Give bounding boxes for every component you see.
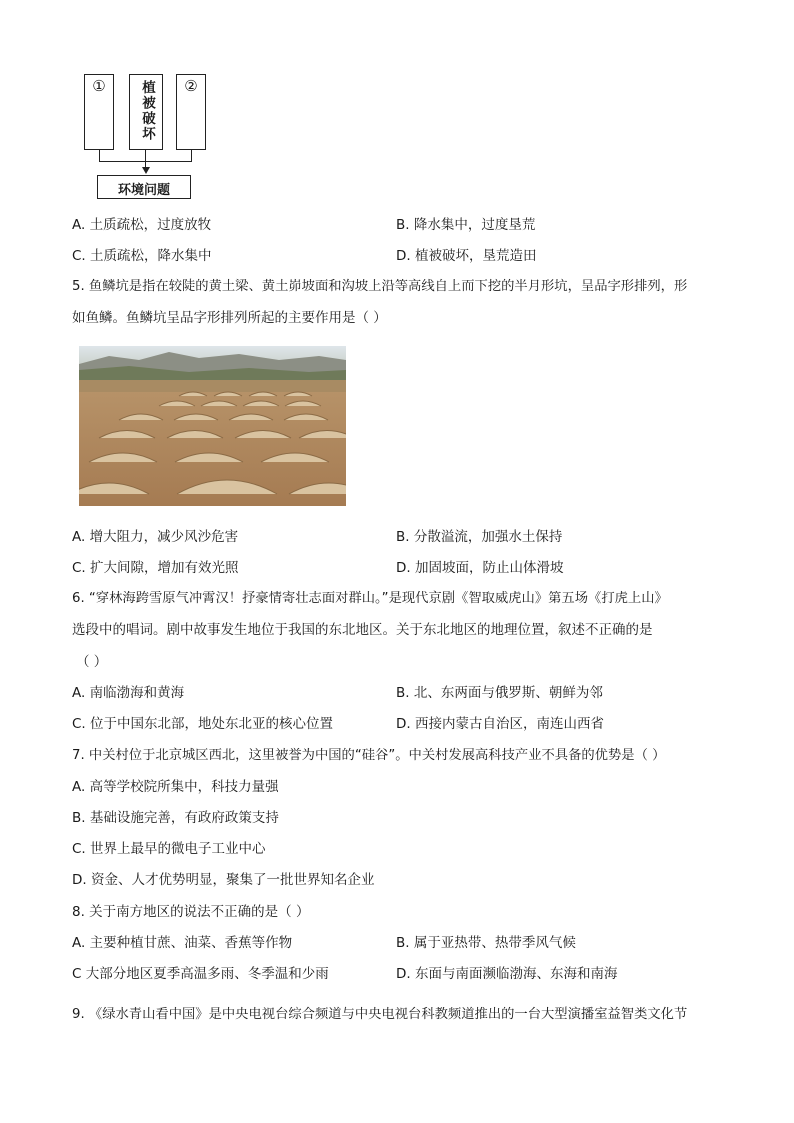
diagram-box-2 xyxy=(176,74,206,150)
arrow-down-icon xyxy=(142,167,150,174)
connector-down xyxy=(145,150,146,168)
diagram-result-box xyxy=(97,175,191,199)
q6-option-b: B. 北、东两面与俄罗斯、朝鲜为邻 xyxy=(396,685,603,701)
diagram-box-mid-label: 植被破坏 xyxy=(139,80,155,142)
q6-option-c: C. 位于中国东北部，地处东北亚的核心位置 xyxy=(72,716,334,732)
q7-option-b: B. 基础设施完善，有政府政策支持 xyxy=(72,810,279,826)
flow-diagram xyxy=(80,70,300,205)
diagram-result-label: 环境问题 xyxy=(117,183,170,198)
q6-option-a: A. 南临渤海和黄海 xyxy=(72,685,185,701)
q4-option-d: D. 植被破坏，垦荒造田 xyxy=(396,248,537,264)
q8-option-c: C 大部分地区夏季高温多雨、冬季温和少雨 xyxy=(72,966,329,982)
q6-stem-line-2: 选段中的唱词。剧中故事发生地位于我国的东北地区。关于东北地区的地理位置，叙述不正确的是 xyxy=(72,622,653,638)
q6-stem-line-3: （ ） xyxy=(76,654,108,670)
q5-stem-line-2: 如鱼鳞。鱼鳞坑呈品字形排列所起的主要作用是（ ） xyxy=(72,310,387,326)
q5-option-d: D. 加固坡面，防止山体滑坡 xyxy=(396,560,564,576)
q4-option-a: A. 土质疏松，过度放牧 xyxy=(72,217,212,233)
q5-option-a: A. 增大阻力，减少风沙危害 xyxy=(72,529,239,545)
q7-option-d: D. 资金、人才优势明显，聚集了一批世界知名企业 xyxy=(72,872,375,888)
q5-option-b: B. 分散溢流，加强水土保持 xyxy=(396,529,563,545)
q6-stem-line-1: 6. “穿林海跨雪原气冲霄汉！抒豪情寄壮志面对群山。”是现代京剧《智取威虎山》第五场《打虎上山》 xyxy=(72,591,668,606)
q8-stem-line-1: 8. 关于南方地区的说法不正确的是（ ） xyxy=(72,904,310,920)
q9-stem-line-1: 9. 《绿水青山看中国》是中央电视台综合频道与中央电视台科教频道推出的一台大型演播室益智类文化节 xyxy=(72,1007,688,1022)
diagram-box-1-label: ① xyxy=(92,77,106,95)
q7-stem-line-1: 7. 中关村位于北京城区西北，这里被誉为中国的“硅谷”。中关村发展高科技产业不具备的优势是（ ） xyxy=(72,748,666,763)
q4-option-b: B. 降水集中，过度垦荒 xyxy=(396,217,536,233)
diagram-box-2-label: ② xyxy=(184,77,198,95)
q8-option-a: A. 主要种植甘蔗、油菜、香蕉等作物 xyxy=(72,935,293,951)
q5-stem-line-1: 5. 鱼鳞坑是指在较陡的黄土梁、黄土峁坡面和沟坡上沿等高线自上而下挖的半月形坑，呈品字形排列，形 xyxy=(72,279,688,294)
q4-option-c: C. 土质疏松，降水集中 xyxy=(72,248,212,264)
fish-scale-pits-photo xyxy=(79,346,346,506)
q8-option-b: B. 属于亚热带、热带季风气候 xyxy=(396,935,576,951)
diagram-box-1 xyxy=(84,74,114,150)
q8-option-d: D. 东面与南面濒临渤海、东海和南海 xyxy=(396,966,618,982)
q7-option-a: A. 高等学校院所集中，科技力量强 xyxy=(72,779,279,795)
q5-option-c: C. 扩大间隙，增加有效光照 xyxy=(72,560,239,576)
q6-option-d: D. 西接内蒙古自治区，南连山西省 xyxy=(396,716,604,732)
diagram-box-mid xyxy=(129,74,163,150)
q7-option-c: C. 世界上最早的微电子工业中心 xyxy=(72,841,266,857)
